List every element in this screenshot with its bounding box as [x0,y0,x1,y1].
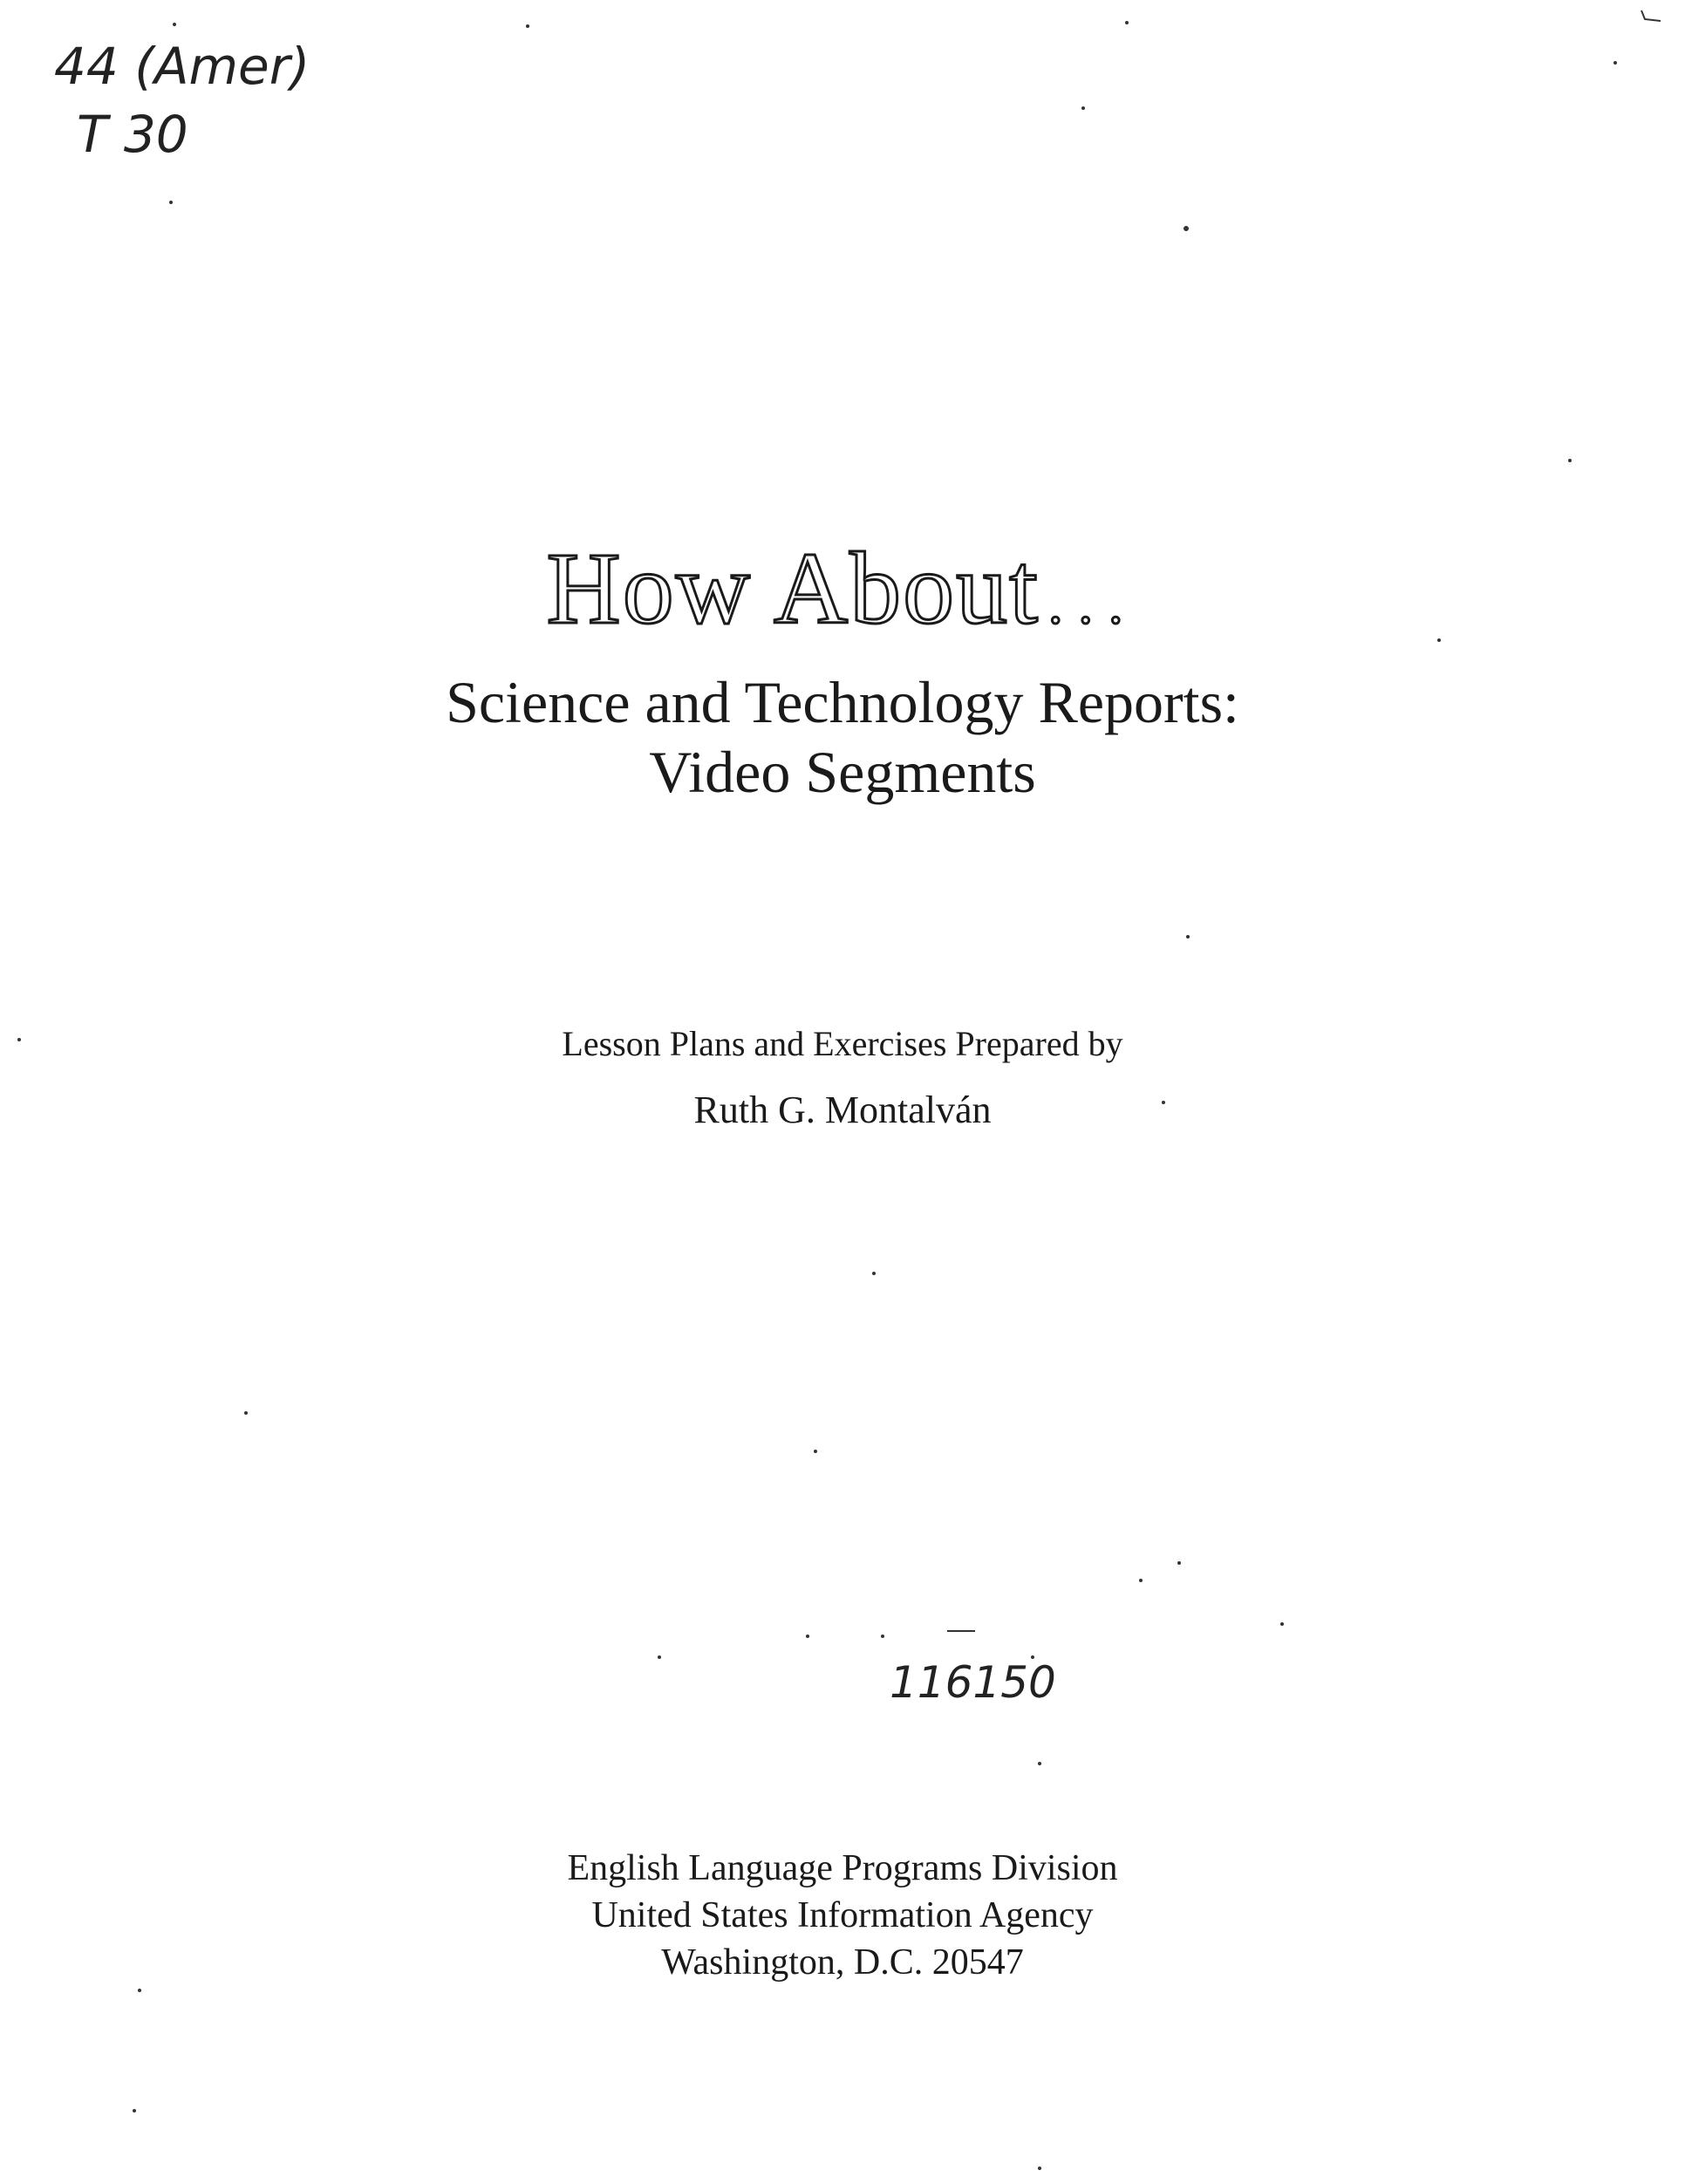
subtitle-line1: Science and Technology Reports: [446,669,1239,735]
title-main: How About [546,531,1040,645]
document-title [0,532,1685,661]
publisher-line3: Washington, D.C. 20547 [661,1942,1024,1983]
handwritten-note-code: T 30 [77,105,188,164]
handwritten-note-top: 44 (Amer) [54,37,310,96]
publisher-line1: English Language Programs Division [567,1848,1118,1888]
title-ellipsis: ... [1047,572,1139,636]
author-name: Ruth G. Montalván [693,1089,992,1131]
publisher-line2: United States Information Agency [591,1895,1094,1935]
handwritten-accession-number: 116150 [890,1657,1056,1708]
subtitle-line2: Video Segments [649,739,1036,805]
prepared-by-label: Lesson Plans and Exercises Prepared by [562,1024,1123,1063]
